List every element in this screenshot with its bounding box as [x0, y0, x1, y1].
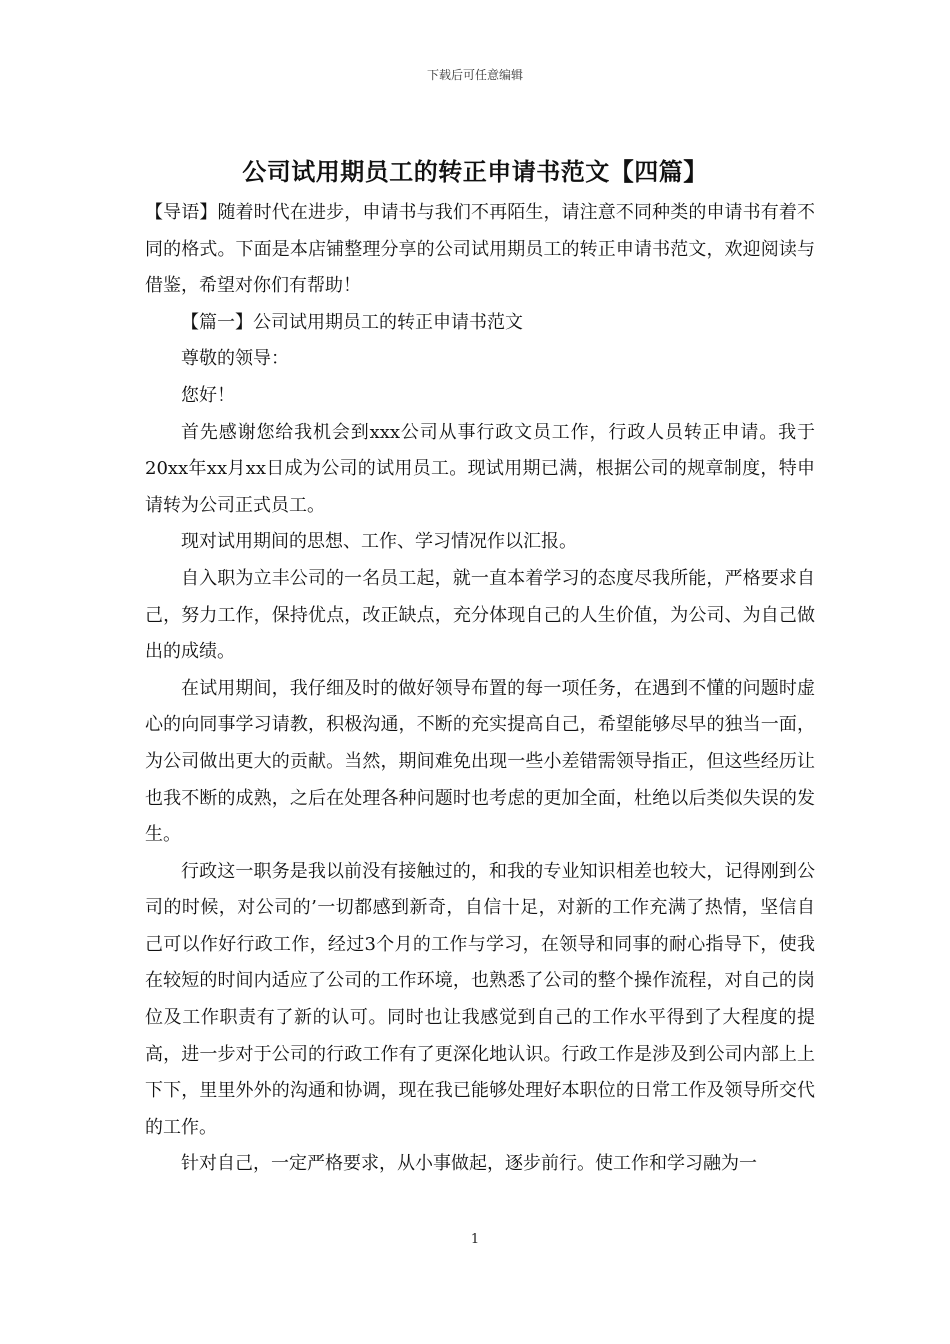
document-body	[145, 195, 815, 1183]
section-heading: 【篇一】公司试用期员工的转正申请书范文	[181, 311, 523, 333]
greeting: 您好！	[181, 384, 235, 406]
body-paragraph: 行政这一职务是我以前没有接触过的，和我的专业知识相差也较大，记得刚到公司的时候，对公司的’一切都感到新奇，自信十足，对新的工作充满了热情，坚信自己可以作好行政工作，经过3个月的工作与学习，在领导和同事的耐心指导下，使我在较短的时间内适应了公司的工作环境，也熟悉了公司的整个操作流程，对自己的岗位及工作职责有了新的认可。同时也让我感觉到自己的工作水平得到了大程度的提高，进一步对于公司的行政工作有了更深化地认识。行政工作是涉及到公司内部上上下下，里里外外的沟通和协调，现在我已能够处理好本职位的日常工作及领导所交代的工作。	[145, 860, 815, 1138]
body-paragraph: 自入职为立丰公司的一名员工起，就一直本着学习的态度尽我所能，严格要求自己，努力工作，保持优点，改正缺点，充分体现自己的人生价值，为公司、为自己做出的成绩。	[145, 567, 815, 663]
body-paragraph: 在试用期间，我仔细及时的做好领导布置的每一项任务，在遇到不懂的问题时虚心的向同事学习请教，积极沟通，不断的充实提高自己，希望能够尽早的独当一面，为公司做出更大的贡献。当然，期间难免出现一些小差错需领导指正，但这些经历让也我不断的成熟，之后在处理各种问题时也考虑的更加全面，杜绝以后类似失误的发生。	[145, 677, 815, 846]
salutation: 尊敬的领导：	[181, 348, 289, 370]
intro-paragraph: 【导语】随着时代在进步，申请书与我们不再陌生，请注意不同种类的申请书有着不同的格式。下面是本店铺整理分享的公司试用期员工的转正申请书范文，欢迎阅读与借鉴，希望对你们有帮助！	[145, 202, 815, 297]
page-header-note: 下载后可任意编辑	[426, 68, 523, 82]
page-number: 1	[470, 1232, 480, 1247]
body-paragraph: 现对试用期间的思想、工作、学习情况作以汇报。	[181, 531, 577, 553]
document-title: 公司试用期员工的转正申请书范文【四篇】	[242, 157, 708, 186]
body-paragraph: 针对自己，一定严格要求，从小事做起，逐步前行。使工作和学习融为一	[181, 1153, 757, 1175]
body-paragraph: 首先感谢您给我机会到xxx公司从事行政文员工作，行政人员转正申请。我于20xx年xx月xx日成为公司的试用员工。现试用期已满，根据公司的规章制度，特申请转为公司正式员工。	[145, 421, 815, 516]
